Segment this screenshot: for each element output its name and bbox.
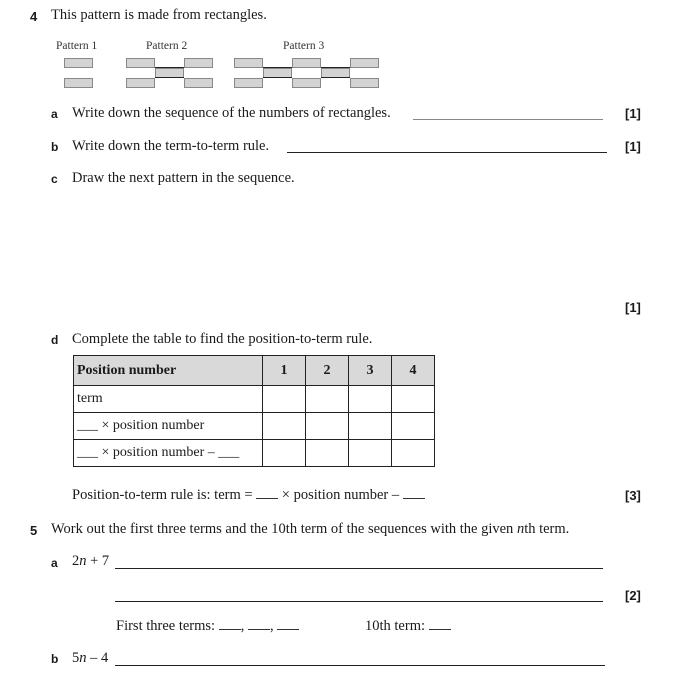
expr-rest: + 7 [86, 553, 110, 569]
rectangle [126, 58, 155, 68]
blank-multiplier[interactable]: ___ [77, 445, 98, 460]
rectangle [292, 78, 321, 88]
answer-line-5a-1[interactable] [115, 568, 603, 569]
intro-text: Work out the first three terms and the 10th term of the sequences with the given [51, 521, 517, 537]
part-c-label: c [51, 172, 58, 186]
blank-subtract[interactable]: ___ [218, 445, 240, 460]
rule-prefix: Position-to-term rule is: term = [72, 487, 257, 503]
blank-multiplier[interactable]: ___ [77, 418, 98, 433]
part-a-text: Write down the sequence of the numbers of rectangles. [72, 105, 391, 121]
table-input-cell[interactable] [306, 440, 349, 467]
pattern-1-label: Pattern 1 [56, 40, 98, 52]
marks-4d: [3] [625, 488, 641, 503]
table-row [74, 386, 435, 413]
table-input-cell[interactable] [349, 440, 392, 467]
table-input-cell[interactable] [349, 386, 392, 413]
table-input-cell[interactable] [349, 413, 392, 440]
table-header-cell: 3 [349, 356, 392, 386]
pattern-3-label: Pattern 3 [283, 40, 325, 52]
table-input-cell[interactable] [263, 386, 306, 413]
expr-coef: 5 [72, 650, 80, 666]
table-input-cell[interactable] [392, 386, 435, 413]
pattern-2-label: Pattern 2 [146, 40, 188, 52]
table-input-cell[interactable] [392, 440, 435, 467]
edge-line [263, 67, 292, 68]
answer-line-5b[interactable] [115, 665, 605, 666]
expression-5a [72, 553, 109, 570]
row-label-text: × position number [98, 418, 205, 433]
table-header-cell: 2 [306, 356, 349, 386]
rule-blank-multiplier[interactable] [256, 498, 278, 499]
question-5-intro [51, 521, 569, 538]
rectangle [184, 78, 213, 88]
marks-4c: [1] [625, 300, 641, 315]
rectangle [350, 78, 379, 88]
expr-var: n [79, 553, 87, 569]
marks-4a: [1] [625, 106, 641, 121]
position-to-term-rule [72, 487, 425, 504]
term-1-blank[interactable] [219, 629, 241, 630]
answer-line-5a-2[interactable] [115, 601, 603, 602]
rectangle [64, 78, 93, 88]
expr-var: n [79, 650, 87, 666]
question-number-4: 4 [30, 9, 38, 24]
intro-italic-n: n [516, 521, 525, 537]
first-three-label: First three terms: [116, 618, 219, 634]
edge-line [263, 77, 292, 78]
part-c-text: Draw the next pattern in the sequence. [72, 170, 295, 186]
table-input-cell[interactable] [263, 413, 306, 440]
expr-rest: – 4 [86, 650, 109, 666]
table-header-cell: 4 [392, 356, 435, 386]
table-input-cell[interactable] [306, 413, 349, 440]
table-row [74, 440, 435, 467]
edge-line [321, 67, 350, 68]
table-input-cell[interactable] [306, 386, 349, 413]
intro-text-end: th term. [524, 521, 570, 537]
part-d-label: d [51, 333, 59, 347]
table-input-cell[interactable] [392, 413, 435, 440]
edge-line [155, 77, 184, 78]
edge-line [321, 77, 350, 78]
marks-5a: [2] [625, 588, 641, 603]
rectangle [126, 78, 155, 88]
rectangle [292, 58, 321, 68]
rectangle [234, 78, 263, 88]
part-b-label: b [51, 140, 59, 154]
row-label-text: × position number – [98, 445, 219, 460]
part-d-text: Complete the table to find the position-to-term rule. [72, 331, 373, 347]
first-three-terms: First three terms: , , [116, 618, 299, 635]
question-4-intro: This pattern is made from rectangles. [51, 7, 267, 23]
term-3-blank[interactable] [277, 629, 299, 630]
answer-line-4b[interactable] [287, 152, 607, 153]
row-label: term [74, 386, 263, 413]
rule-mid: × position number – [278, 487, 403, 503]
table-header-row [74, 356, 435, 386]
tenth-term-label: 10th term: [365, 618, 429, 634]
rectangle [350, 58, 379, 68]
question-number-5: 5 [30, 523, 38, 538]
drawing-area-4c[interactable] [72, 195, 602, 295]
row-label [74, 440, 263, 467]
rectangle [234, 58, 263, 68]
answer-line-4a[interactable] [413, 119, 603, 120]
edge-line [155, 67, 184, 68]
expr-coef: 2 [72, 553, 80, 569]
row-label [74, 413, 263, 440]
table-header-cell: 1 [263, 356, 306, 386]
part-5b-label: b [51, 652, 59, 666]
marks-4b: [1] [625, 139, 641, 154]
table-row [74, 413, 435, 440]
rectangle [64, 58, 93, 68]
part-a-label: a [51, 107, 58, 121]
expression-5b [72, 650, 108, 667]
part-b-text: Write down the term-to-term rule. [72, 138, 270, 154]
table-header-cell: Position number [74, 356, 263, 386]
rectangle [184, 58, 213, 68]
position-term-table [73, 355, 435, 467]
term-2-blank[interactable] [248, 629, 270, 630]
tenth-term-blank[interactable] [429, 629, 451, 630]
rule-blank-subtract[interactable] [403, 498, 425, 499]
table-input-cell[interactable] [263, 440, 306, 467]
part-5a-label: a [51, 556, 58, 570]
tenth-term [365, 618, 451, 635]
